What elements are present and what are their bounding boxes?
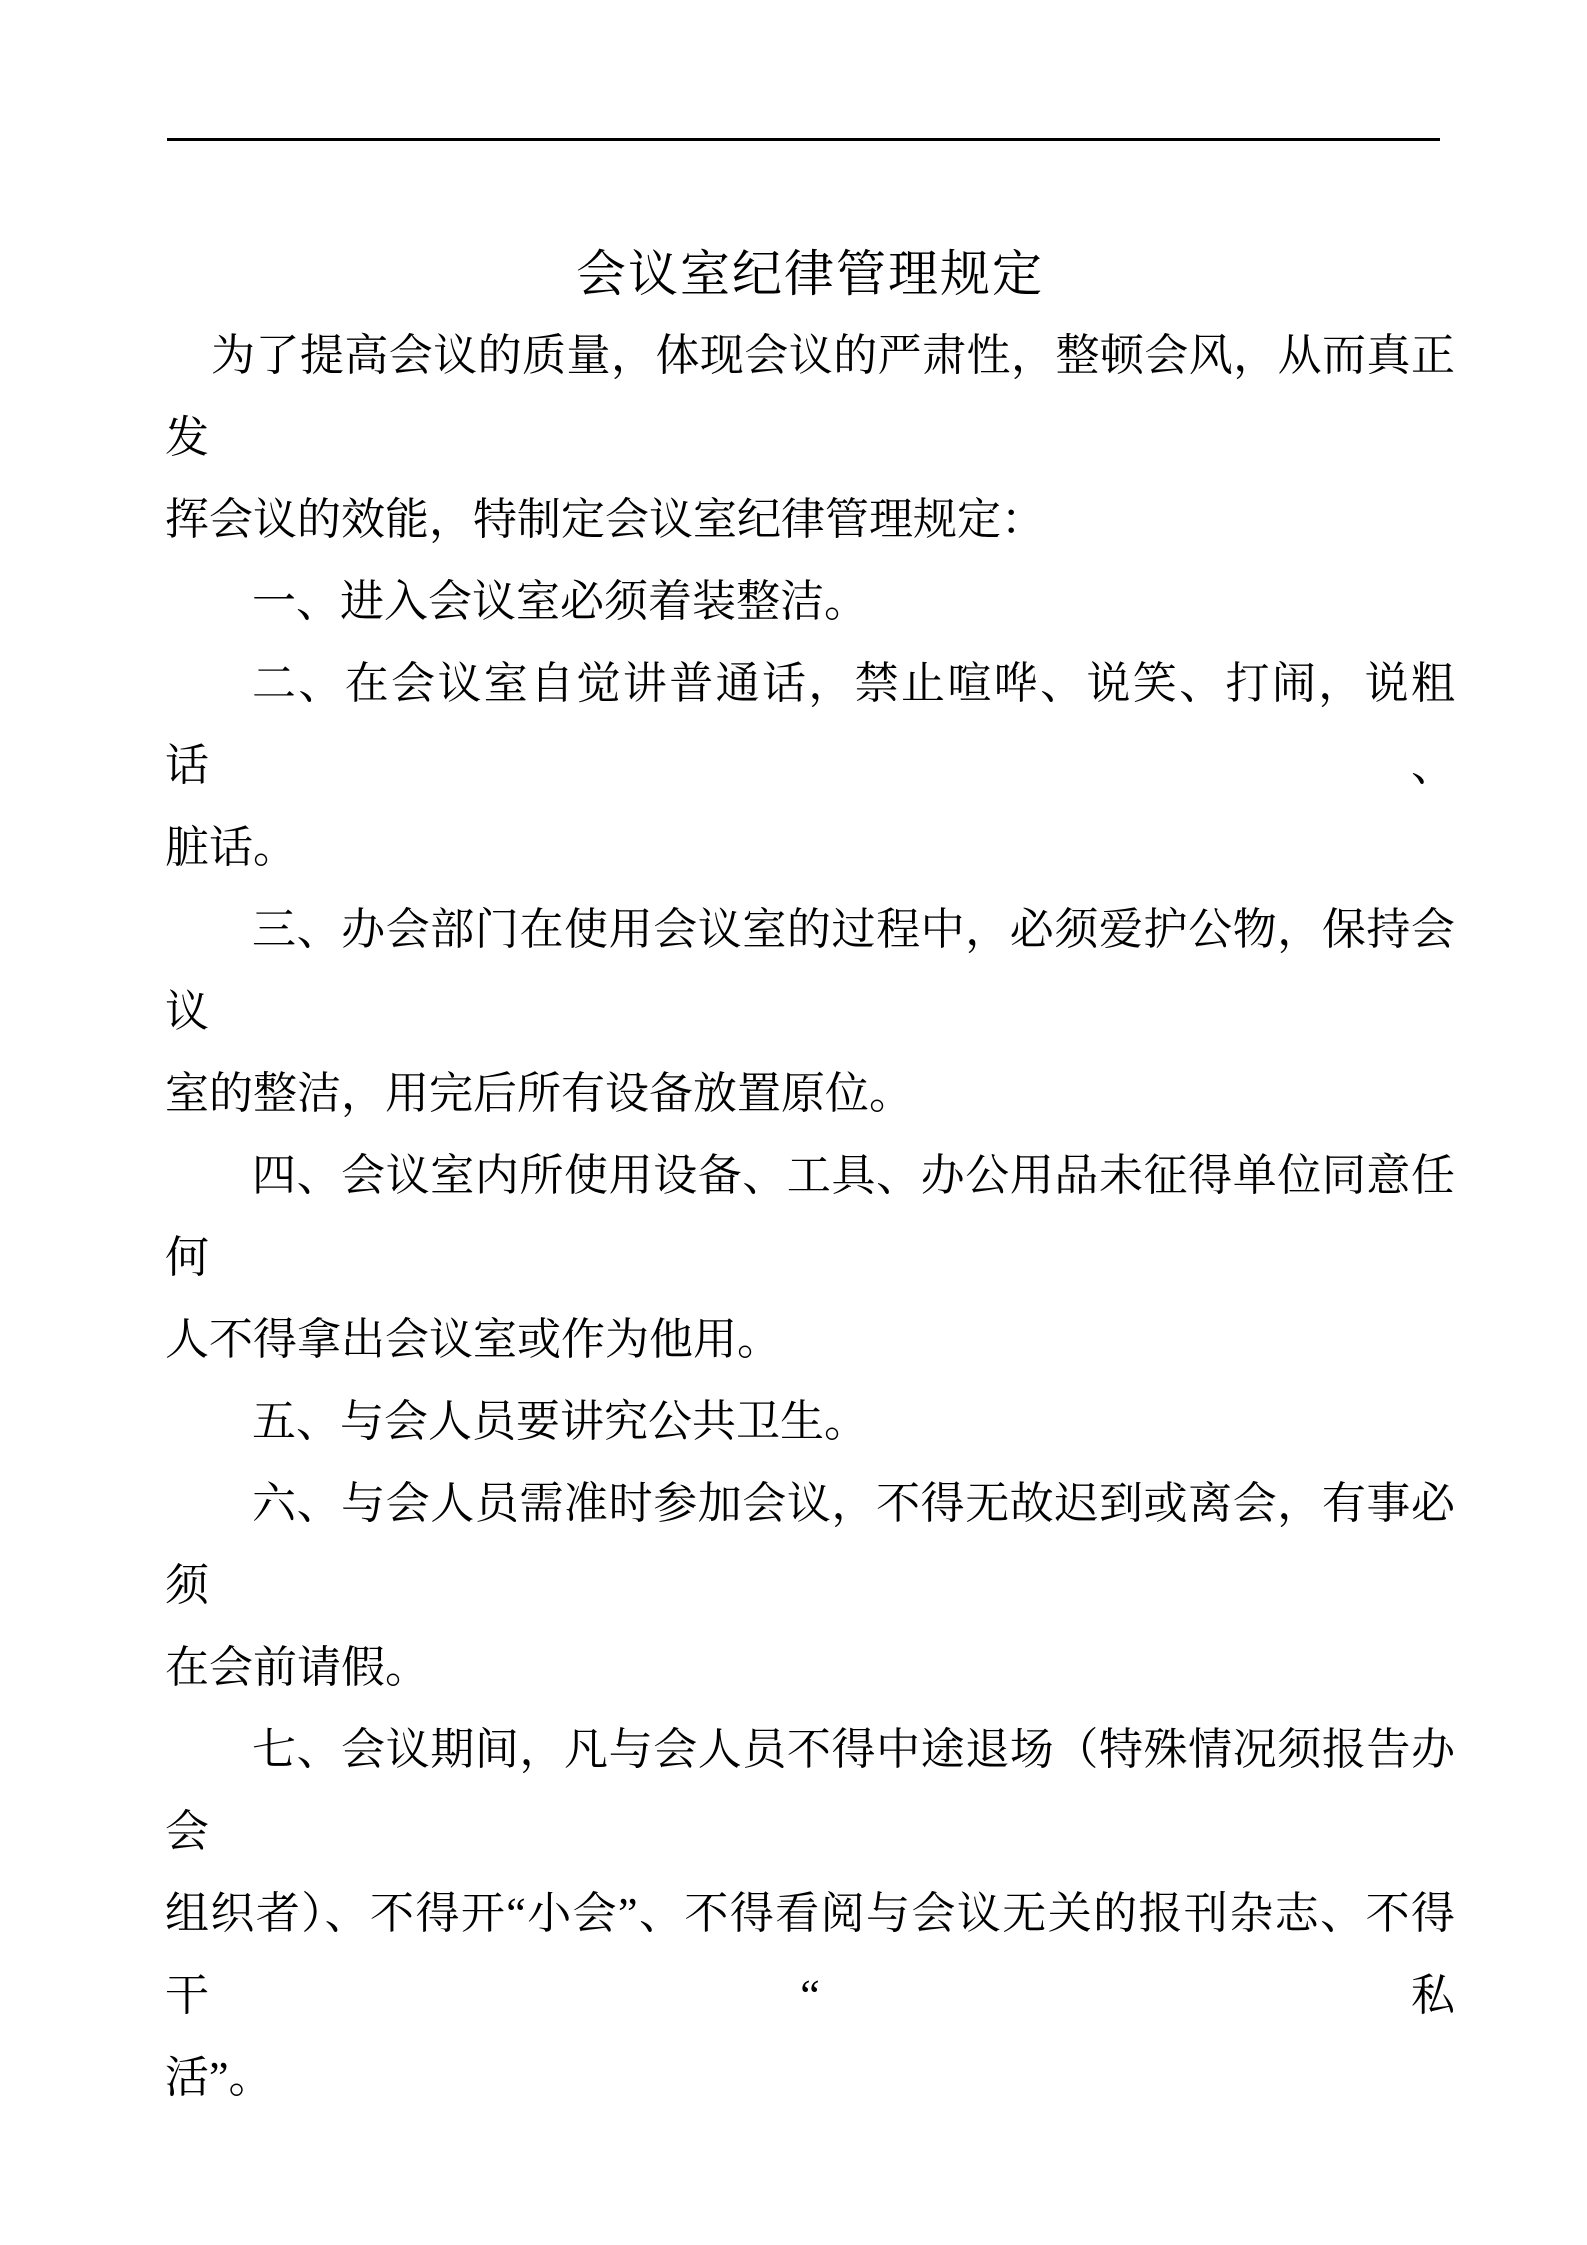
rule-item-4 [165, 1135, 1455, 1381]
rule-item-5 [165, 1381, 1455, 1463]
rule-item-3 [165, 889, 1455, 1135]
text-line: 六、与会人员需准时参加会议，不得无故迟到或离会，有事必须 [165, 1479, 1455, 1610]
text-line: 七、会议期间，凡与会人员不得中途退场（特殊情况须报告办会 [165, 1725, 1455, 1856]
text-line: 为了提高会议的质量，体现会议的严肃性，整顿会风，从而真正发 [165, 331, 1455, 462]
document-title: 会议室纪律管理规定 [576, 246, 1044, 302]
text-line: 在会前请假。 [165, 1643, 429, 1692]
header-rule [167, 138, 1440, 141]
rule-item-7 [165, 1709, 1455, 2119]
text-line: 室的整洁，用完后所有设备放置原位。 [165, 1069, 913, 1118]
text-line: 四、会议室内所使用设备、工具、办公用品未征得单位同意任何 [165, 1151, 1455, 1282]
rule-item-1 [165, 561, 1455, 643]
text-line: 一、进入会议室必须着装整洁。 [252, 577, 868, 626]
text-line: 人不得拿出会议室或作为他用。 [165, 1315, 781, 1364]
intro-paragraph [165, 315, 1455, 561]
rule-item-6 [165, 1463, 1455, 1709]
text-line: 活”。 [165, 2053, 273, 2102]
text-line: 二、在会议室自觉讲普通话，禁止喧哗、说笑、打闹，说粗话、 [165, 659, 1455, 790]
text-line: 五、与会人员要讲究公共卫生。 [252, 1397, 868, 1446]
text-line: 脏话。 [165, 823, 297, 872]
text-line: 挥会议的效能，特制定会议室纪律管理规定： [165, 495, 1045, 544]
text-line: 三、办会部门在使用会议室的过程中，必须爱护公物，保持会议 [165, 905, 1455, 1036]
text-line: 组织者）、不得开“小会”、不得看阅与会议无关的报刊杂志、不得干“私 [165, 1889, 1455, 2020]
rule-item-2 [165, 643, 1455, 889]
